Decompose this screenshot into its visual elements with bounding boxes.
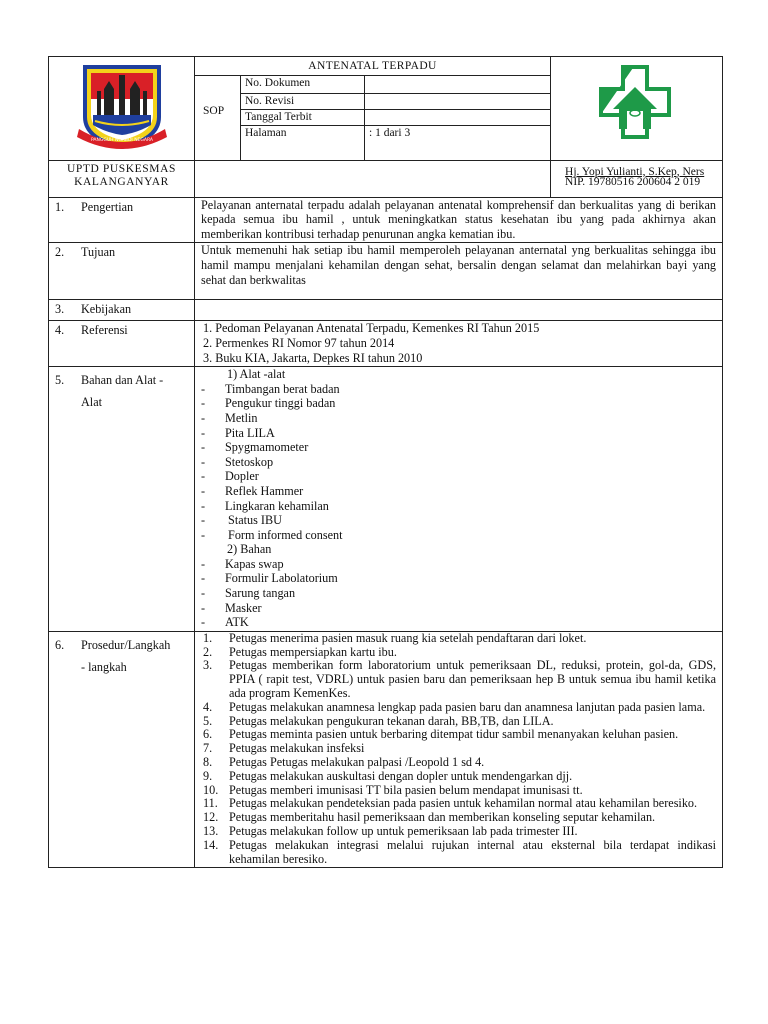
procedure-list [195, 631, 723, 868]
list-item: 1. Pedoman Pelayanan Antenatal Terpadu, Kemenkes RI Tahun 2015 [203, 321, 540, 336]
field-value [365, 76, 551, 94]
list-item: - Reflek Hammer [201, 483, 304, 498]
section-row [49, 197, 723, 243]
section-label-cell [49, 631, 195, 868]
list-item: 10. Petugas memberi imunisasi TT bila pasien belum mendapat imunisasi tt. [203, 782, 583, 797]
sop-document [48, 56, 722, 868]
regional-logo-cell [49, 57, 195, 161]
puskesmas-logo-cell [551, 57, 723, 161]
signer-nip: NIP. 19780516 200604 2 019 [565, 175, 701, 188]
section-label: Tujuan [81, 245, 116, 260]
section-content [195, 300, 723, 321]
list-item: 5. Petugas melakukan pengukuran tekanan darah, BB,TB, dan LILA. [203, 713, 554, 728]
list-item: 9. Petugas melakukan auskultasi dengan dopler untuk mendengarkan djj. [203, 768, 573, 783]
field-label: Tanggal Terbit [241, 110, 365, 126]
list-item: 2. Permenkes RI Nomor 97 tahun 2014 [203, 335, 395, 350]
section-label: Referensi [81, 323, 128, 338]
list-item: 1. Petugas menerima pasien masuk ruang kia setelah pendaftaran dari loket. [203, 630, 587, 645]
section-label-cell [49, 197, 195, 243]
reference-list [195, 321, 723, 367]
section-row [49, 367, 723, 632]
emblem-motto: PANGGUH NGABDI NEGARA [91, 138, 153, 143]
section-row [49, 243, 723, 300]
section-label-cell [49, 367, 195, 632]
list-item: - Stetoskop [201, 454, 274, 469]
puskesmas-logo-icon [551, 57, 719, 155]
sop-label-cell [195, 76, 241, 161]
alat-heading: 1) Alat -alat [227, 367, 286, 382]
list-item: - Form informed consent [201, 527, 343, 542]
section-number: 2. [55, 245, 65, 260]
section-label: Bahan dan Alat - [81, 373, 164, 388]
section-number: 5. [55, 373, 65, 388]
field-value [365, 110, 551, 126]
section-row [49, 321, 723, 367]
section-label-cont: - langkah [81, 659, 127, 674]
institution-line1: UPTD PUSKESMAS [66, 162, 177, 175]
signer-name: Hj. Yopi Yulianti, S.Kep, Ners [565, 165, 705, 178]
list-item: 12. Petugas memberitahu hasil pemeriksaan dan memberikan konseling seputar kehamilan. [203, 810, 656, 825]
section-content: Pelayanan anternatal terpadu adalah pelayanan antenatal komprehensif dan berkualitas yang di berikan kepada semua ibu hamil , untuk meningkatkan status kesehatan ibu yang pada akhirnya akan memberikan kontribusi terhadap penurunan angka kematian ibu. [195, 197, 723, 243]
list-item: 6. Petugas meminta pasien untuk berbaring ditempat tidur sambil menanyakan keluhan pasien. [203, 727, 679, 742]
list-item: - Metlin [201, 410, 258, 425]
field-value [365, 94, 551, 110]
list-item: 11. Petugas melakukan pendeteksian pada pasien untuk kehamilan normal atau kehamilan beresiko. [203, 796, 698, 811]
list-item: - Dopler [201, 469, 259, 484]
section-row [49, 300, 723, 321]
sop-table [48, 56, 723, 868]
list-item: - Lingkaran kehamilan [201, 498, 329, 513]
section-label: Prosedur/Langkah [81, 637, 171, 652]
list-item: 3. Petugas memberikan form laboratorium untuk pemeriksaan DL, reduksi, protein, gol-da, GDS, PPIA ( rapit test, VDRL) untuk pasien baru dan pemeriksaan hep B untuk semua ibu hamil ketika ada program KemenKes. [203, 658, 717, 701]
section-number: 4. [55, 323, 65, 338]
list-item: - Pita LILA [201, 425, 275, 440]
list-item: 4. Petugas melakukan anamnesa lengkap pada pasien baru dan anamnesa lanjutan pada pasien lama. [203, 699, 706, 714]
list-item: - Masker [201, 600, 262, 615]
list-item: - Kapas swap [201, 556, 284, 571]
regional-emblem-icon [49, 57, 195, 155]
field-value: : 1 dari 3 [365, 125, 551, 160]
header-spacer [195, 160, 551, 197]
list-item: - Pengukur tinggi badan [201, 396, 336, 411]
list-item: 7. Petugas melakukan insfeksi [203, 741, 365, 756]
list-item: 2. Petugas mempersiapkan kartu ibu. [203, 644, 397, 659]
section-row [49, 631, 723, 868]
materials-list [195, 367, 723, 632]
institution-line2: KALANGANYAR [74, 175, 169, 188]
list-item: 8. Petugas Petugas melakukan palpasi /Leopold 1 sd 4. [203, 755, 485, 770]
section-label-cell [49, 321, 195, 367]
list-item: 14. Petugas melakukan integrasi melalui rujukan internal atau eksternal bila terdapat indikasi kehamilan beresiko. [203, 837, 717, 866]
institution-name [49, 160, 195, 197]
section-label: Kebijakan [81, 302, 132, 317]
signature-block [551, 160, 723, 197]
field-label: Halaman [241, 125, 365, 160]
section-label-cont: Alat [81, 395, 102, 410]
field-label: No. Dokumen [241, 76, 365, 94]
section-label-cell [49, 300, 195, 321]
sop-label: SOP [203, 105, 225, 117]
section-label: Pengertian [81, 199, 134, 214]
section-content: Untuk memenuhi hak setiap ibu hamil memperoleh pelayanan anternatal yng berkualitas sehingga ibu hamil mampu menjalani kehamilan dengan sehat, bersalin dengan selamat dan melahirkan bayi yang sehat dan berkwalitas [195, 243, 723, 300]
section-number: 6. [55, 637, 65, 652]
bahan-heading: 2) Bahan [227, 542, 272, 557]
section-label-cell [49, 243, 195, 300]
list-item: - Status IBU [201, 513, 282, 528]
section-number: 1. [55, 199, 65, 214]
list-item: 3. Buku KIA, Jakarta, Depkes RI tahun 2010 [203, 350, 423, 365]
field-label: No. Revisi [241, 94, 365, 110]
section-number: 3. [55, 302, 65, 317]
list-item: - ATK [201, 615, 249, 630]
list-item: 13. Petugas melakukan follow up untuk pemeriksaan lab pada trimester III. [203, 824, 578, 838]
list-item: - Timbangan berat badan [201, 381, 340, 396]
list-item: - Formulir Labolatorium [201, 571, 338, 586]
list-item: - Sarung tangan [201, 586, 296, 601]
list-item: - Spygmamometer [201, 440, 309, 455]
document-title: ANTENATAL TERPADU [195, 57, 551, 76]
